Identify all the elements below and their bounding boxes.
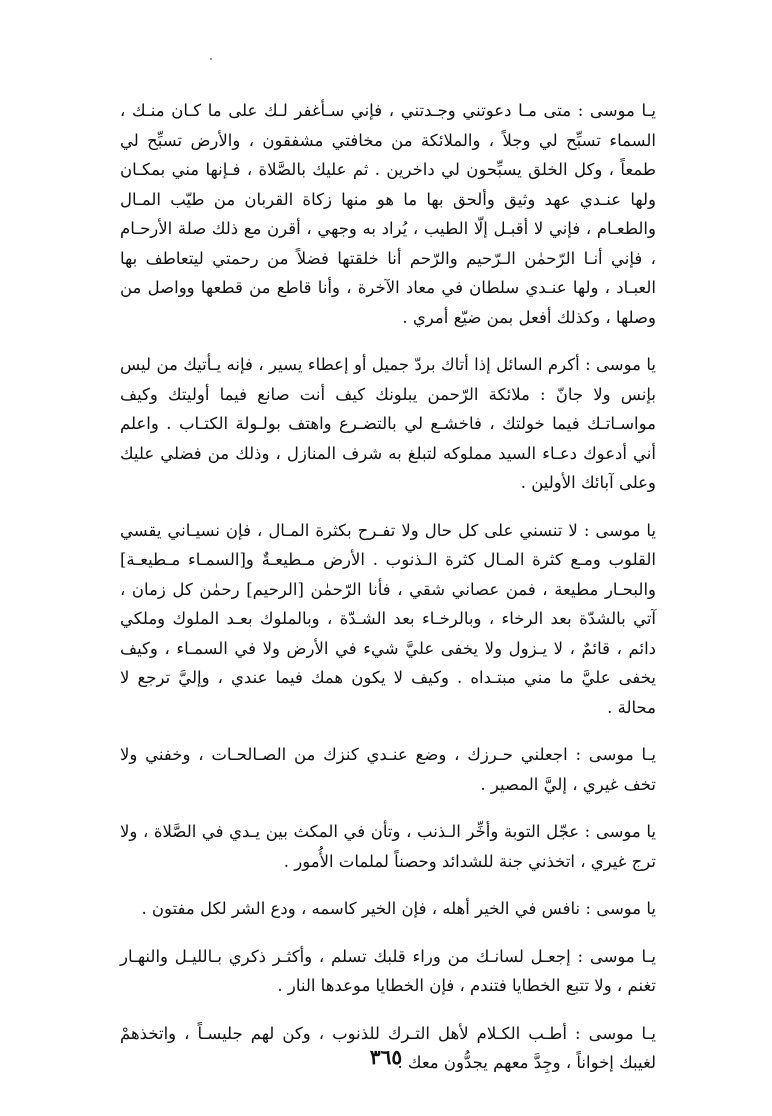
paragraph-8: يـا موسى : أطـب الكـلام لأهل التـرك للذنوب ، وكن لهم جليسـاً ، واتخذهمْ لغيبك إخواناً ، وجِدَّ معهم يجدُّون معك . [120, 1023, 656, 1072]
paragraph-6: يا موسى : نافس في الخير أهله ، فإن الخير كاسمه ، ودع الشر لكل مفتون . [141, 899, 656, 918]
scan-dot-mark [210, 58, 212, 60]
page-body [120, 96, 656, 1096]
paragraph-1: يـا موسى : متى مـا دعوتني وجـدتني ، فإني سـأغفر لـك على ما كـان منـك ، السماء تسبِّح لي وجلاً ، والملائكة من مخافتي مشفقون ، والأرض تسبِّح لي طمعاً ، وكل الخلق يسبِّحون لي داخرين . ثم عليك بالصَّلاة ، فـإنها مني بمكـان ولها عنـدي عهد وثيق وألحق بها ما هو منها زكاة القربان من طيّب المـال والطعـام ، فإني لا أقبـل إلّا الطيب ، يُراد به وجهي ، أقرن مع ذلك صلة الأرحـام ، فإني أنـا الرّحمٰن الـرّحيم والرّحم أنا خلقتها فضلاً من رحمتي ليتعاطف بها العبـاد ، ولها عنـدي سلطان في معاد الآخرة ، وأنا قاطع من قطعها وواصل من وصلها ، وكذلك أفعل بمن ضيّع أمري . [120, 101, 656, 327]
paragraph-2: يا موسى : أكرم السائل إذا أتاك بردّ جميل أو إعطاء يسير ، فإنه يـأتيك من ليس بإنس ولا جانّ : ملائكة الرّحمن يبلونك كيف أنت صانع فيما أوليتك وكيف مواسـاتـك فيما خولتك ، فاخشـع لي بالتضـرع واهتف بولـولة الكتـاب . واعلم أني أدعوك دعـاء السيد مملوكه لتبلغ به شرف المنازل ، وذلك من فضلي عليك وعلى آبائك الأولين . [120, 355, 656, 492]
page-number: ٣٦٥ [369, 1045, 403, 1069]
paragraph-3: يا موسى : لا تنسني على كل حال ولا تفـرح بكثرة المـال ، فإن نسيـاني يقسي القلوب ومـع كثرة المـال كثرة الـذنوب . الأرض مـطيعـةٌ و[السمـاء مـطيعـة] والبحـار مطيعة ، فمن عصاني شقي ، فأنا الرّحمٰن [الرحيم] رحمٰن كل زمان ، آتي بالشدّة بعد الرخاء ، وبالرخـاء بعد الشـدّة ، وبالملوك بعـد الملوك وملكي دائم ، قائمٌ ، لا يـزول ولا يخفى عليَّ شيء في الأرض ولا في السمـاء ، وكيف يخفى عليَّ ما مني مبتـداه . وكيف لا يكون همك فيما عندي ، وإليَّ ترجع لا محالة . [120, 520, 656, 717]
paragraph-5: يا موسى : عجّل التوبة وأخِّر الـذنب ، وتأن في المكث بين يـدي في الصَّلاة ، ولا ترج غيري ، اتخذني جنة للشدائد وحصناً لملمات الأُمور . [120, 822, 656, 871]
paragraph-7: يـا موسى : إجعـل لسانـك من وراء قلبك تسلم ، وأكثـر ذكري بـالليـل والنهـار تغنم ، ولا تتبع الخطايا فتندم ، فإن الخطايا موعدها النار . [120, 946, 656, 995]
paragraph-4: يـا موسى : اجعلني حـرزك ، وضع عنـدي كنزك من الصـالحـات ، وخفني ولا تخف غيري ، إليَّ المصير . [120, 745, 656, 794]
